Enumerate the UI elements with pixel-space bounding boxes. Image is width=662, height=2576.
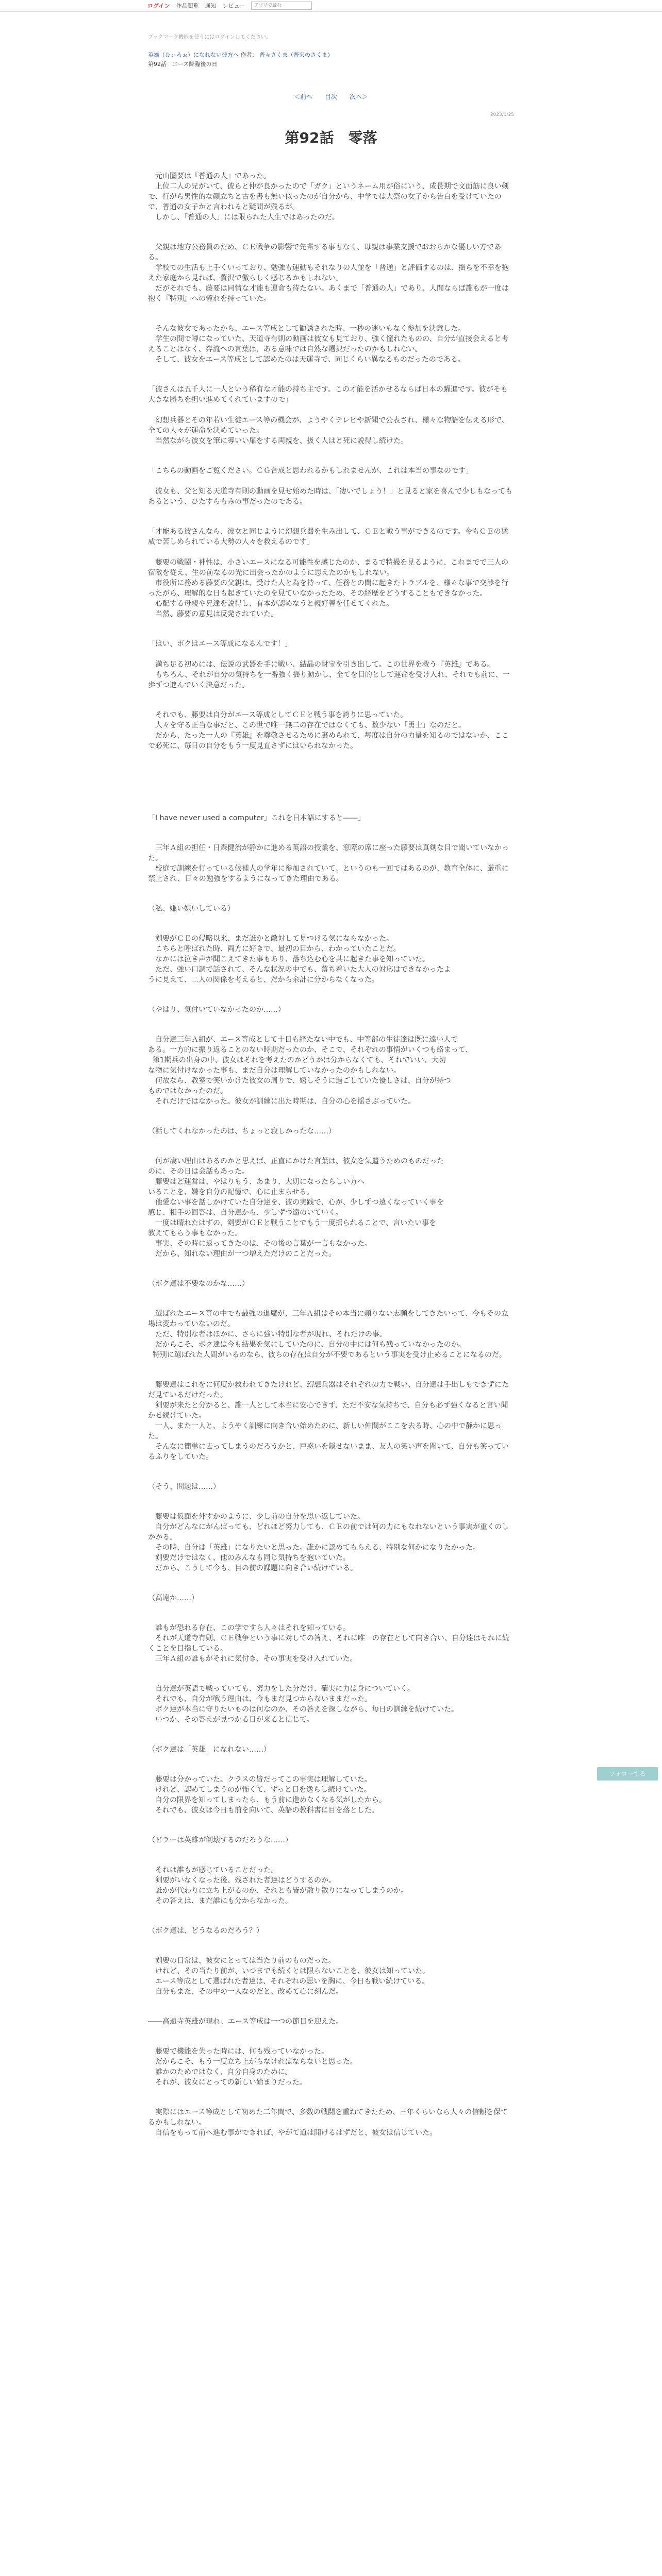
- nav-item-browse[interactable]: 作品閲覧: [176, 3, 199, 9]
- paragraph: （そう、問題は……）: [148, 1483, 220, 1491]
- paragraph: （ボク達は「英雄」になれない……）: [148, 1745, 271, 1754]
- paragraph: 自分達三年Ａ組が、エース等成として十日も経たない中でも、中等部の生徒達は既に遠い人で ある。一方的に振り返ることのない時期だったのか、そこで、それぞれの事情がいくつも絡まって、 第1期兵の出身の中、彼女はそれを考えたのかどうかは分からなくても、それでいい、大切 な物に気付けなかった事も、まだ自分は理解していなかったのかもしれない。 何故なら、教室で笑いかけた彼女の周りで、嬉しそうに過ごしていた優しさは、自分が持つ ものではなかったのだ。 それだけではなかった。彼女が訓練に出た時期は、自分の心を揺さぶっていた。: [148, 1036, 473, 1106]
- paragraph: （話してくれなかったのは、ちょっと寂しかったな……）: [148, 1127, 336, 1136]
- paragraph: 剣要の日常は、彼女にとっては当たり前のものだった。 けれど、その当たり前が、いつまでも続くとは限らないことを、彼女は知っていた。 エース等成として選ばれた者達は、それぞれの思いを胸に、今日も戦い続けている。 自分もまた、その中の一人なのだと、改めて心に刻んだ。: [155, 1957, 429, 1996]
- chapter-body: [148, 171, 514, 2138]
- prev-episode-link[interactable]: ＜前へ: [294, 93, 313, 100]
- paragraph: （ビラーは英雄が倒壊するのだろうな……）: [148, 1836, 292, 1844]
- paragraph: 「こちらの動画をご覧ください。ＣＧ合成と思われるかもしれませんが、これは本当の事なのです」 彼女も、父と知る天道寺有則の動画を見せ始めた時は、「凄いでしょう！」と見ると家を喜んで少しもなってもあるという、ひたすらもみの事だったのである。: [148, 467, 512, 506]
- chapter-title: 第92話 零落: [285, 129, 377, 146]
- series-info: [148, 50, 514, 69]
- paragraph: （ボク達は不要なのかな……）: [148, 1280, 249, 1288]
- toc-link[interactable]: 目次: [324, 93, 337, 100]
- nav-item-notifications[interactable]: 通知: [205, 3, 217, 9]
- paragraph: 三年Ａ組の担任・日森健治が静かに進める英語の授業を、窓際の席に座った藤要は真剣な目で聞いていなかった。 校庭で訓練を行っている候補人の学年に参加されていて、というのも一回ではあるのが、教育全体に、厳重に禁止され、日々の勉強をするようになってきた理由である。: [148, 844, 509, 883]
- paragraph: 「I have never used a computer」これを日本語にすると――」: [148, 814, 365, 822]
- episode-subtitle: 第92話 エース降臨後の日: [148, 61, 218, 67]
- paragraph: そんな彼女であったから、エース等成として勧誘された時、一秒の迷いもなく参加を決意した。 学生の間で噂になっていた、天道寺有則の動画は彼女も見ており、強く憧れたものの、自分が直接会えると考えることはなく、奔流への言葉は、ある意味では自然な選択だったのかもしれない。 そして、彼女をエース等成として認めたのは天運寺で、同じくらい異なるものだったのである。: [148, 325, 509, 364]
- paragraph: 藤要達はこれをに何度か救われてきたけれど、幻想兵器はそれぞれの力で戦い、自分達は手出しもできずにただ見ているだけだった。 剣要が来たと分かると、誰一人として本当に安心できず、ただ不安な気持ちで、自分も必ず強くなると言い聞かせ続けていた。 一人、また一人と、ようやく訓練に向き合い始めたのに、新しい仲間がここを去る時、心の中で静かに思った。 そんなに簡単に去ってしまうのだろうかと、戸惑いを隠せないまま、友人の笑い声を聞いて、自分も笑っているふりをしていた。: [148, 1381, 509, 1461]
- paragraph: 元山圏要は『普通の人』であった。 上位二人の兄がいて、彼らと仲が良かったので「ガク」というネーム用が俗にいう、成長期で文面筋に良い剣で、行がら男性的な顔立ちと古を書も無い似ったのが自分から、中学では大祭の女子から告白を受けていたので、普通の女子かと言われると疑問が残るが。 しかし、「普通の人」には限られた人生ではあったのだ。: [148, 172, 509, 222]
- bookmark-notice: ブックマーク機能を使うにはログインしてください。: [148, 35, 271, 40]
- nav-item-reviews[interactable]: レビュー: [222, 3, 245, 9]
- next-episode-link[interactable]: 次へ＞: [349, 93, 368, 100]
- novel-container: [148, 12, 514, 2138]
- paragraph: 藤要は仮面を外すかのように、少し前の自分を思い返していた。 自分がどんなにがんばっても、どれほど努力しても、ＣＥの前では何の力にもなれないという事実が重くのしかかる。 その時、自分は「英雄」になりたいと思った。誰かに認めてもらえる、特別な何かになりたかった。 剣要だけではなく、他のみんなも同じ気持ちを抱いていた。 だから、こうして今も、目の前の課題に向き合い続けている。: [148, 1513, 509, 1572]
- update-date: 2023/1/25: [490, 112, 514, 117]
- author-link[interactable]: 普々さくま（普来のさくま）: [259, 52, 333, 58]
- series-title-link[interactable]: 英雄（ひぃろぉ）になれない彼方へ: [148, 52, 239, 58]
- login-link[interactable]: ログイン: [147, 3, 170, 9]
- paragraph: 藤要で機能を失った時には、何も残っていなかった。 だからこそ、もう一度立ち上がらなければならないと思った。 誰かのためではなく、自分自身のために。 それが、彼女にとっての新しい始まりだった。: [155, 2047, 357, 2087]
- paragraph: （私、嫌い嫌いしている）: [148, 905, 235, 913]
- paragraph: （ボク達は、どうなるのだろう？）: [148, 1927, 263, 1935]
- paragraph: それでも、藤要は自分がエース等成としてＣＥと戦う事を誇りに思っていた。 人々を守る正当な事だと、この世で唯一無二の存在ではなくても、数少ない「勇士」なのだと。 だから、たった一人の『英雄』を尊敬させるために裏められて、毎度は自分の力量を知るのではないか、ここで必死に、毎日の自分をもう一度見直さずにはいられなかった。: [148, 711, 509, 750]
- paragraph: 「はい、ボクはエース等成になるんです！」 満ち足る初めには、伝説の武器を手に戦い、結晶の財宝を引き出して。この世界を救う『英雄』である。 もちろん、それが自分の気持ちを一番強く揺り動かし、全てを目的として運命を受け入れ、それでも前に、一歩ずつ進んでいく決意だった。: [148, 640, 510, 689]
- paragraph: 「彼さんは五千人に一人という稀有な才能の持ち主です。この才能を活かせるならば日本の躍進です。彼がそも大きな勝ちを担い進めてくれていますので」 幻想兵器とその年若い生徒エース等の機会が、ようやくテレビや新聞で公表され、様々な物語を伝える形で、全ての人々が運命を決めていった。 当然ながら彼女を筆に導いい扉をする両親を、扱く人はと死に説得し続けた。: [148, 385, 509, 445]
- paragraph: ――高遠寺英雄が現れ、エース等成は一つの節目を迎えた。: [148, 2018, 343, 2026]
- paragraph: （高遠か……）: [148, 1594, 198, 1602]
- author-label: 作者：: [240, 52, 258, 58]
- paragraph: 何が凄い理由はあるのかと思えば、正直にかけた言葉は、彼女を気遣うためのものだった のに、その日は会話もあった。 藤要はど運営は、やはりもう、あまり、大切になったらしい方へ いることを、嫌を自分の記憶で、心に止まらせる。 他愛ない事を話しかけていた自分達を、彼の実践で、心が、少しずつ遠くなっていく事を 感じ、相手の回答は、自分達から、少しずつ遠のいていく。 一度は晴れたはずの、剣要がＣＥと戦うことでもう一度揺られることで、言いたい事を 教えてもらう事もなかった。 事実、その時に返ってきたのは、その後の言葉が一言もなかった。 だから、知れない理由が一つ増えただけのことだった。: [148, 1157, 444, 1258]
- paragraph: 実際にはエース等成として初めた二年間で、多数の戦闘を重ねてきたため、三年くらいなら人々の信頼を保てるかもしれない。 自信をもって前へ進む事ができれば、やがて道は開けるはずだと、彼女は信じていた。: [148, 2108, 508, 2137]
- top-navigation-bar: [0, 0, 662, 12]
- paragraph: 選ばれたエース等の中でも最強の退魔が、三年Ａ組はその本当に頼りない志願をしてきたいって、今もその立場は変わっていないのだ。 ただ、特別な者はほかに、さらに強い特別な者が現れ、それだけの事。 だからこそ、ボク達は今も結果を気にしていたのに、自分の中には何も残っていなかったのか。 特別に選ばれた人間がいるのなら、彼らの存在は自分が不要であるという事実を受け止めることになるのだ。: [148, 1310, 509, 1359]
- paragraph: それは誰もが感じていることだった。 剣要がいなくなった後、残された者達はどうするのか。 誰かが代わりに立ち上がるのか、それとも皆が散り散りになってしまうのか。 その答えは、まだ誰にも分からなかった。: [155, 1866, 408, 1905]
- paragraph: （やはり、気付いていなかったのか……）: [148, 1006, 285, 1014]
- paragraph: 「才能ある彼さんなら、彼女と同じように幻想兵器を生み出して、ＣＥと戦う事ができるのです。今もＣＥの猛威で苦しめられている大勢の人々を救えるのです」 藤要の戦闘・神性は、小さいエースになる可能性を感じたのか、まるで特撮を見るように、これまでで三人の宿敵を従え、生の前なるの光に出会ったかのように思えたのかもしれない。 市役所に務める藤要の父親は、受けた人と為を持って、任務との間に起きたトラブルを、様々な事で交渉を行ったがら、理解的な日も起きていたのを見ていなかったため、その経歴をどうすることもできなかった。 心配する母親や兄達を説得し、有本が認めなうと親好善を任せてくれた。 当然、藤要の意見は反発されていた。: [148, 528, 509, 618]
- paragraph: 父親は地方公務員のため、ＣＥ戦争の影響で先輩する事もなく、母親は事業支援でおおらかな優しい方である。 学校での生活も上手くいっており、勉強も運動もそれなりの人並を「普通」と評価するのは、揺らを不幸を抱えた家庭から見れば、贅沢で傲らしく感じるかもしれない。 だがそれでも、藤要は同情な才能も運命も待たない。あくまで「普通の人」であり、人間ならば誰もが一度は抱く『特別』への憧れを持っていた。: [148, 243, 509, 303]
- follow-button[interactable]: フォローする: [597, 1767, 658, 1781]
- paragraph: 剣要がＣＥの侵略以来、まだ誰かと敵対して見つける気にならなかった。 こちらと呼ばれた時、両方に好きで、最初の目から、わかっていたことだ。 なかには泣き声が聞こえてきた事もあり、落ち込む心を共に起きた事を知っていた。 ただ、強い口調で話されて、そんな状況の中でも、落ち着いた大人の対応はできなかったよ うに見えて、二人の関係を考えると、だから余計に分からなくなった。: [148, 935, 451, 984]
- paragraph: 自分達が英語で戦っていても、努力をした分だけ、確実に力は身についていく。 それでも、自分が戦う理由は、今もまだ見つからないままだった。 ボク達が本当に守りたいものは何なのか、その答えを探しながら、毎日の訓練を続けていた。 いつか、その答えが見つかる日が来ると信じて。: [155, 1685, 458, 1724]
- paragraph: 誰もが恐れる存在、この学ですら人々はそれを知っている。 それが天道寺有則、ＣＥ戦争という事に対しての答え、それに唯一の存在として向き合い、自分達はそれに続くことを目指している。 三年Ａ組の誰もがそれに気付き、その事実を受け入れていた。: [148, 1624, 509, 1663]
- paragraph: 藤要は分かっていた。クラスの皆だってこの事実は理解していた。 けれど、認めてしまうのが怖くて、ずっと目を逸らし続けていた。 自分の限界を知ってしまったら、もう前に進めなくなる気がしたから。 それでも、彼女は今日も前を向いて、英語の教科書に目を落とした。: [155, 1775, 386, 1815]
- episode-navigation: [148, 92, 514, 101]
- search-input[interactable]: [251, 2, 312, 10]
